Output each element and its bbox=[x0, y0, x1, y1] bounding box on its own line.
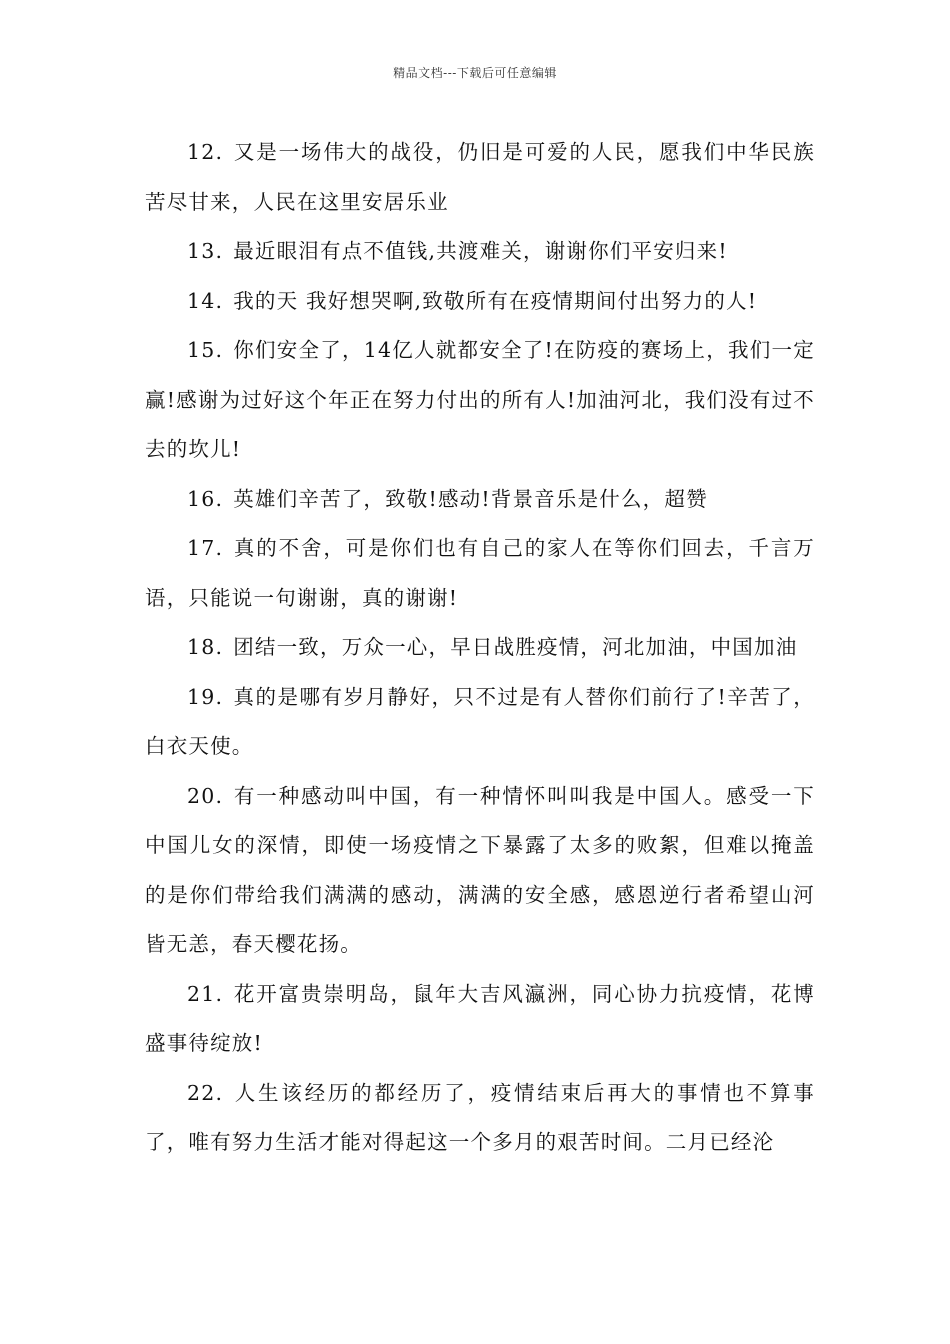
list-item bbox=[145, 524, 815, 623]
item-number: 18. bbox=[187, 635, 224, 659]
list-item bbox=[145, 277, 815, 327]
item-text: 真的不舍，可是你们也有自己的家人在等你们回去，千言万语，只能说一句谢谢，真的谢谢! bbox=[145, 536, 815, 610]
item-text: 英雄们辛苦了，致敬!感动!背景音乐是什么，超赞 bbox=[233, 486, 708, 511]
document-body bbox=[145, 128, 815, 1168]
item-number: 15. bbox=[187, 338, 224, 362]
item-text: 花开富贵崇明岛，鼠年大吉风瀛洲，同心协力抗疫情，花博盛事待绽放! bbox=[145, 981, 815, 1055]
list-item bbox=[145, 227, 815, 277]
item-number: 22. bbox=[187, 1080, 224, 1105]
list-item bbox=[145, 673, 815, 772]
list-item bbox=[145, 623, 815, 673]
list-item bbox=[145, 128, 815, 227]
item-text: 又是一场伟大的战役，仍旧是可爱的人民，愿我们中华民族苦尽甘来，人民在这里安居乐业 bbox=[145, 140, 815, 214]
item-number: 20. bbox=[187, 783, 224, 808]
item-number: 14. bbox=[187, 288, 224, 313]
list-item bbox=[145, 970, 815, 1069]
item-number: 17. bbox=[187, 536, 224, 560]
item-text: 你们安全了，14亿人就都安全了!在防疫的赛场上，我们一定赢!感谢为过好这个年正在努力付出的所有人!加油河北，我们没有过不去的坎儿! bbox=[145, 338, 815, 461]
list-item bbox=[145, 475, 815, 525]
item-text: 有一种感动叫中国，有一种情怀叫叫我是中国人。感受一下中国儿女的深情，即使一场疫情之下暴露了太多的败絮，但难以掩盖的是你们带给我们满满的感动，满满的安全感，感恩逆行者希望山河皆无恙，春天樱花扬。 bbox=[145, 783, 815, 956]
item-number: 16. bbox=[187, 486, 224, 511]
list-item bbox=[145, 772, 815, 970]
list-item bbox=[145, 326, 815, 475]
item-number: 13. bbox=[187, 239, 224, 263]
item-text: 团结一致，万众一心，早日战胜疫情，河北加油，中国加油 bbox=[233, 635, 798, 659]
item-text: 最近眼泪有点不值钱,共渡难关，谢谢你们平安归来! bbox=[233, 239, 728, 263]
list-item bbox=[145, 1069, 815, 1168]
item-text: 我的天 我好想哭啊,致敬所有在疫情期间付出努力的人! bbox=[233, 288, 758, 313]
item-text: 真的是哪有岁月静好，只不过是有人替你们前行了!辛苦了，白衣天使。 bbox=[145, 684, 815, 758]
item-text: 人生该经历的都经历了，疫情结束后再大的事情也不算事了，唯有努力生活才能对得起这一个多月的艰苦时间。二月已经沦 bbox=[145, 1080, 815, 1154]
item-number: 12. bbox=[187, 140, 224, 164]
page-header: 精品文档---下载后可任意编辑 bbox=[393, 66, 557, 80]
item-number: 21. bbox=[187, 981, 224, 1006]
item-number: 19. bbox=[187, 684, 224, 709]
